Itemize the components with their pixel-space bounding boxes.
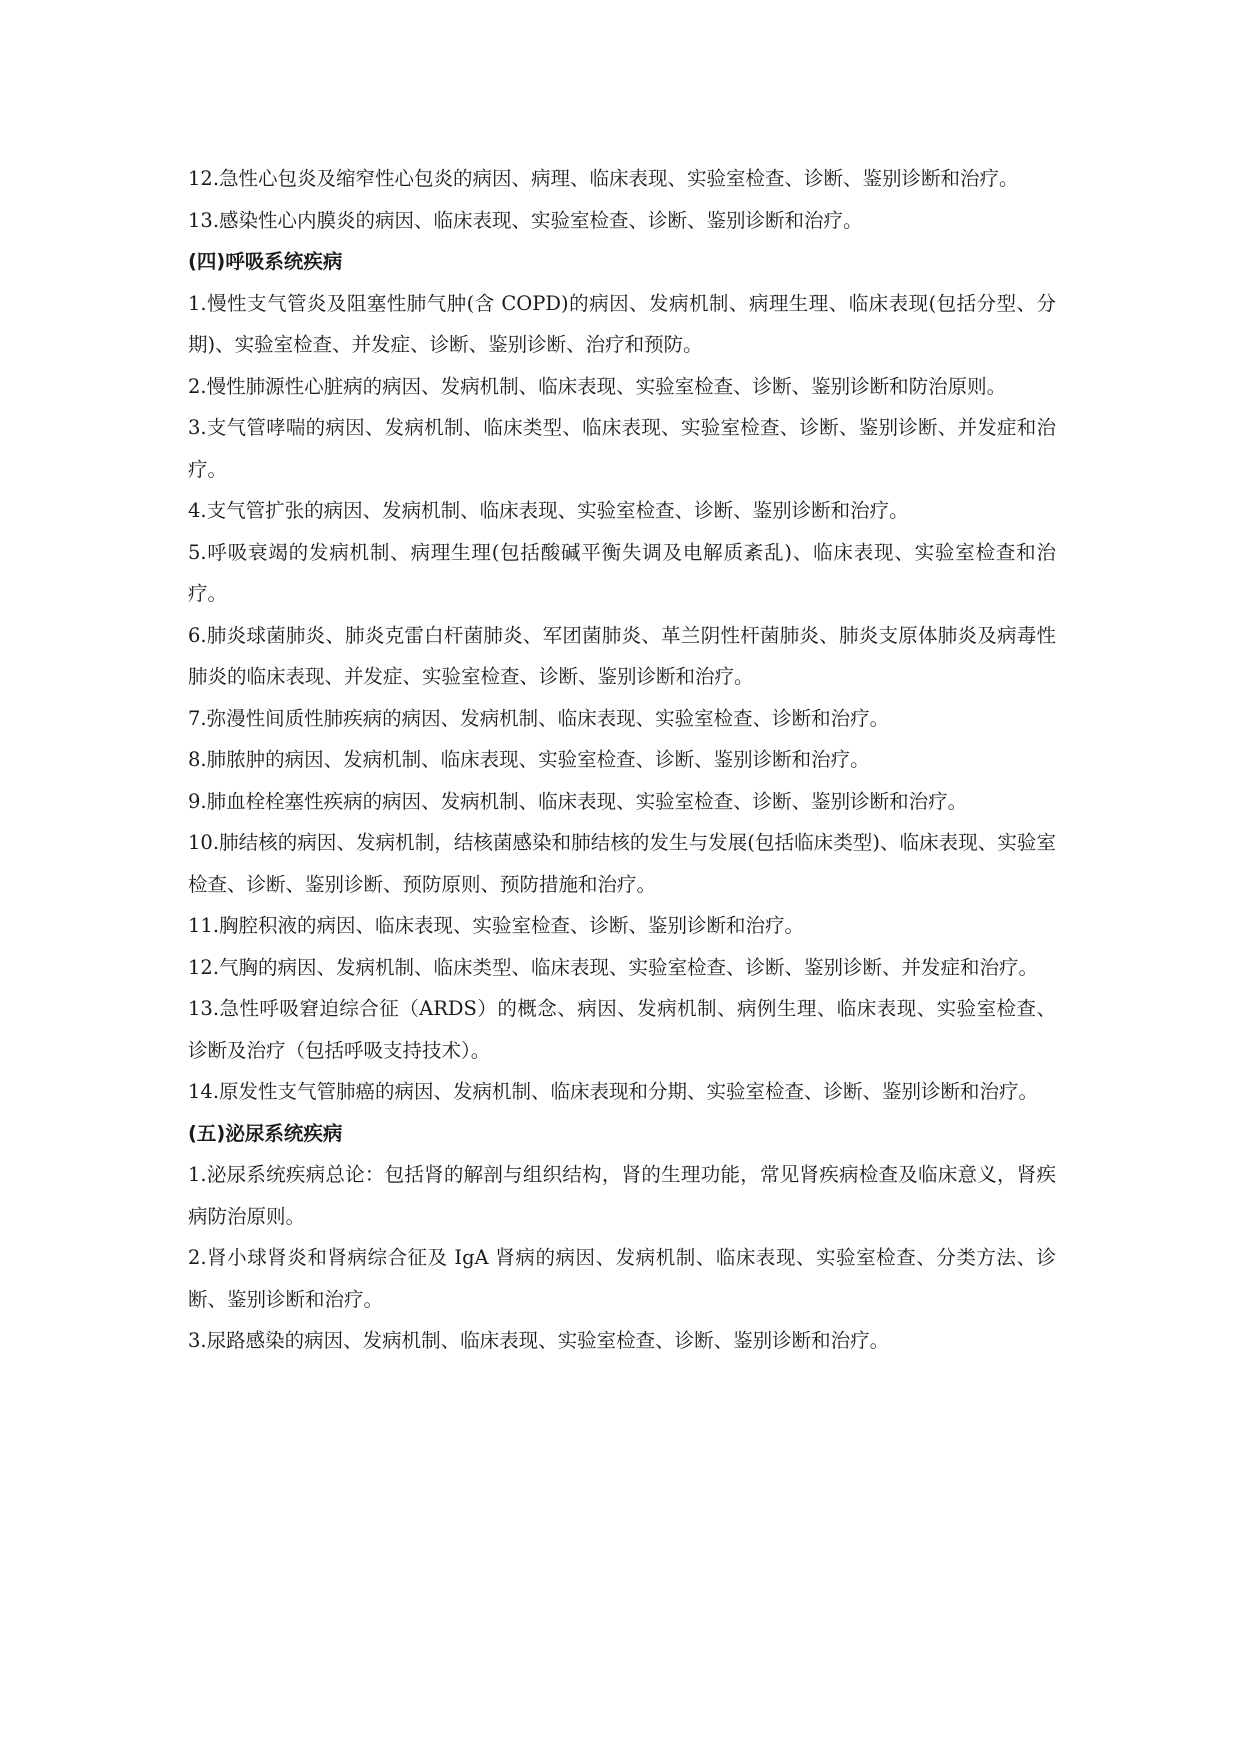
paragraph-item: 6.肺炎球菌肺炎、肺炎克雷白杆菌肺炎、军团菌肺炎、革兰阴性杆菌肺炎、肺炎支原体肺炎及病毒性肺炎的临床表现、并发症、实验室检查、诊断、鉴别诊断和治疗。 bbox=[188, 623, 1056, 688]
paragraph-item: 12.急性心包炎及缩窄性心包炎的病因、病理、临床表现、实验室检查、诊断、鉴别诊断和治疗。 bbox=[188, 167, 1019, 190]
paragraph-item: 5.呼吸衰竭的发病机制、病理生理(包括酸碱平衡失调及电解质紊乱)、临床表现、实验室检查和治疗。 bbox=[188, 540, 1056, 605]
paragraph-item: 3.尿路感染的病因、发病机制、临床表现、实验室检查、诊断、鉴别诊断和治疗。 bbox=[188, 1329, 890, 1352]
paragraph-item: 4.支气管扩张的病因、发病机制、临床表现、实验室检查、诊断、鉴别诊断和治疗。 bbox=[188, 499, 909, 522]
paragraph-item: 11.胸腔积液的病因、临床表现、实验室检查、诊断、鉴别诊断和治疗。 bbox=[188, 914, 805, 937]
paragraph-item: 3.支气管哮喘的病因、发病机制、临床类型、临床表现、实验室检查、诊断、鉴别诊断、并发症和治疗。 bbox=[188, 416, 1056, 481]
document-page bbox=[188, 158, 1056, 1362]
paragraph-item: 10.肺结核的病因、发病机制，结核菌感染和肺结核的发生与发展(包括临床类型)、临床表现、实验室检查、诊断、鉴别诊断、预防原则、预防措施和治疗。 bbox=[188, 831, 1056, 896]
section-heading: (五)泌尿系统疾病 bbox=[188, 1121, 343, 1145]
paragraph-item: 13.感染性心内膜炎的病因、临床表现、实验室检查、诊断、鉴别诊断和治疗。 bbox=[188, 208, 863, 232]
paragraph-item: 2.肾小球肾炎和肾病综合征及 IgA 肾病的病因、发病机制、临床表现、实验室检查、分类方法、诊断、鉴别诊断和治疗。 bbox=[188, 1246, 1056, 1311]
section-heading: (四)呼吸系统疾病 bbox=[188, 250, 343, 273]
paragraph-item: 14.原发性支气管肺癌的病因、发病机制、临床表现和分期、实验室检查、诊断、鉴别诊断和治疗。 bbox=[188, 1080, 1039, 1103]
paragraph-item: 9.肺血栓栓塞性疾病的病因、发病机制、临床表现、实验室检查、诊断、鉴别诊断和治疗。 bbox=[188, 789, 968, 813]
paragraph-item: 8.肺脓肿的病因、发病机制、临床表现、实验室检查、诊断、鉴别诊断和治疗。 bbox=[188, 748, 870, 771]
paragraph-item: 12.气胸的病因、发病机制、临床类型、临床表现、实验室检查、诊断、鉴别诊断、并发症和治疗。 bbox=[188, 955, 1039, 979]
paragraph-item: 13.急性呼吸窘迫综合征（ARDS）的概念、病因、发病机制、病例生理、临床表现、实验室检查、诊断及治疗（包括呼吸支持技术）。 bbox=[188, 997, 1056, 1062]
paragraph-item: 7.弥漫性间质性肺疾病的病因、发病机制、临床表现、实验室检查、诊断和治疗。 bbox=[188, 706, 890, 730]
paragraph-item: 2.慢性肺源性心脏病的病因、发病机制、临床表现、实验室检查、诊断、鉴别诊断和防治原则。 bbox=[188, 374, 1007, 398]
paragraph-item: 1.泌尿系统疾病总论：包括肾的解剖与组织结构，肾的生理功能，常见肾疾病检查及临床意义，肾疾病防治原则。 bbox=[188, 1163, 1056, 1228]
paragraph-item: 1.慢性支气管炎及阻塞性肺气肿(含 COPD)的病因、发病机制、病理生理、临床表现(包括分型、分期)、实验室检查、并发症、诊断、鉴别诊断、治疗和预防。 bbox=[188, 291, 1056, 356]
